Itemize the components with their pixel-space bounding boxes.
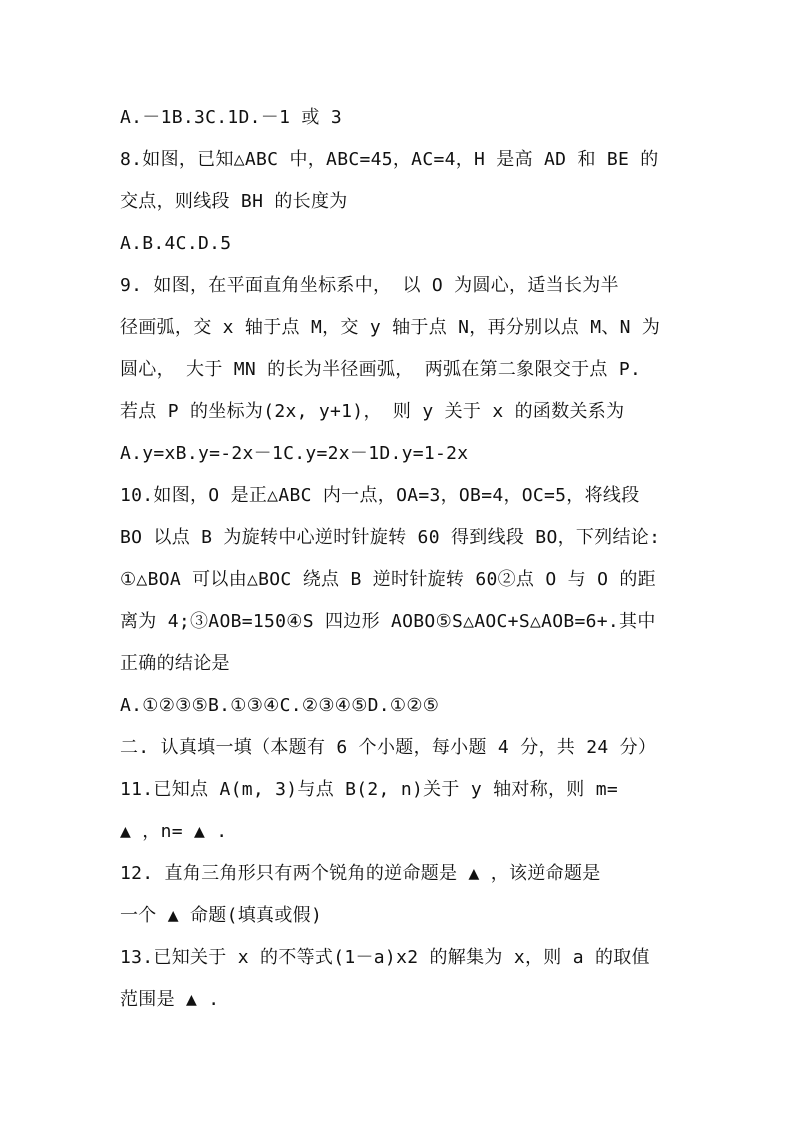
q8-stem-line-1: 8.如图，已知△ABC 中，ABC=45，AC=4，H 是高 AD 和 BE 的 (120, 149, 659, 170)
q8-stem-line-2: 交点，则线段 BH 的长度为 (120, 191, 348, 212)
q10-stem-line-4: 离为 4;③AOB=150④S 四边形 AOBO⑤S△AOC+S△AOB=6+.其中 (120, 611, 656, 632)
q8-options: A.B.4C.D.5 (120, 233, 232, 254)
q13-stem-line-1: 13.已知关于 x 的不等式(1－a)x2 的解集为 x，则 a 的取值 (120, 947, 650, 968)
q10-stem-line-3: ①△BOA 可以由△BOC 绕点 B 逆时针旋转 60②点 O 与 O 的距 (120, 569, 656, 590)
q12-stem-line-2: 一个 ▲ 命题(填真或假) (120, 905, 323, 926)
q9-stem-line-2: 径画弧，交 x 轴于点 M，交 y 轴于点 N，再分别以点 M、N 为 (120, 317, 661, 338)
q9-stem-line-3: 圆心， 大于 MN 的长为半径画弧， 两弧在第二象限交于点 P. (120, 359, 642, 380)
q10-options: A.①②③⑤B.①③④C.②③④⑤D.①②⑤ (120, 695, 440, 716)
q9-options: A.y=xB.y=-2x－1C.y=2x－1D.y=1-2x (120, 443, 469, 464)
q10-stem-line-5: 正确的结论是 (120, 653, 230, 674)
q10-stem-line-1: 10.如图，O 是正△ABC 内一点，OA=3，OB=4，OC=5，将线段 (120, 485, 640, 506)
q9-stem-line-1: 9. 如图，在平面直角坐标系中， 以 O 为圆心，适当长为半 (120, 275, 619, 296)
q13-stem-line-2: 范围是 ▲ . (120, 989, 220, 1010)
q9-stem-line-4: 若点 P 的坐标为(2x, y+1)， 则 y 关于 x 的函数关系为 (120, 401, 625, 422)
section-2-heading: 二. 认真填一填（本题有 6 个小题，每小题 4 分，共 24 分） (120, 737, 657, 758)
q10-stem-line-2: BO 以点 B 为旋转中心逆时针旋转 60 得到线段 BO，下列结论: (120, 527, 661, 548)
q12-stem-line-1: 12. 直角三角形只有两个锐角的逆命题是 ▲ ，该逆命题是 (120, 863, 601, 884)
q11-stem-line-1: 11.已知点 A(m, 3)与点 B(2, n)关于 y 轴对称，则 m= (120, 779, 619, 800)
q11-stem-line-2: ▲ ，n= ▲ . (120, 821, 228, 842)
q7-options: A.－1B.3C.1D.－1 或 3 (120, 107, 342, 128)
